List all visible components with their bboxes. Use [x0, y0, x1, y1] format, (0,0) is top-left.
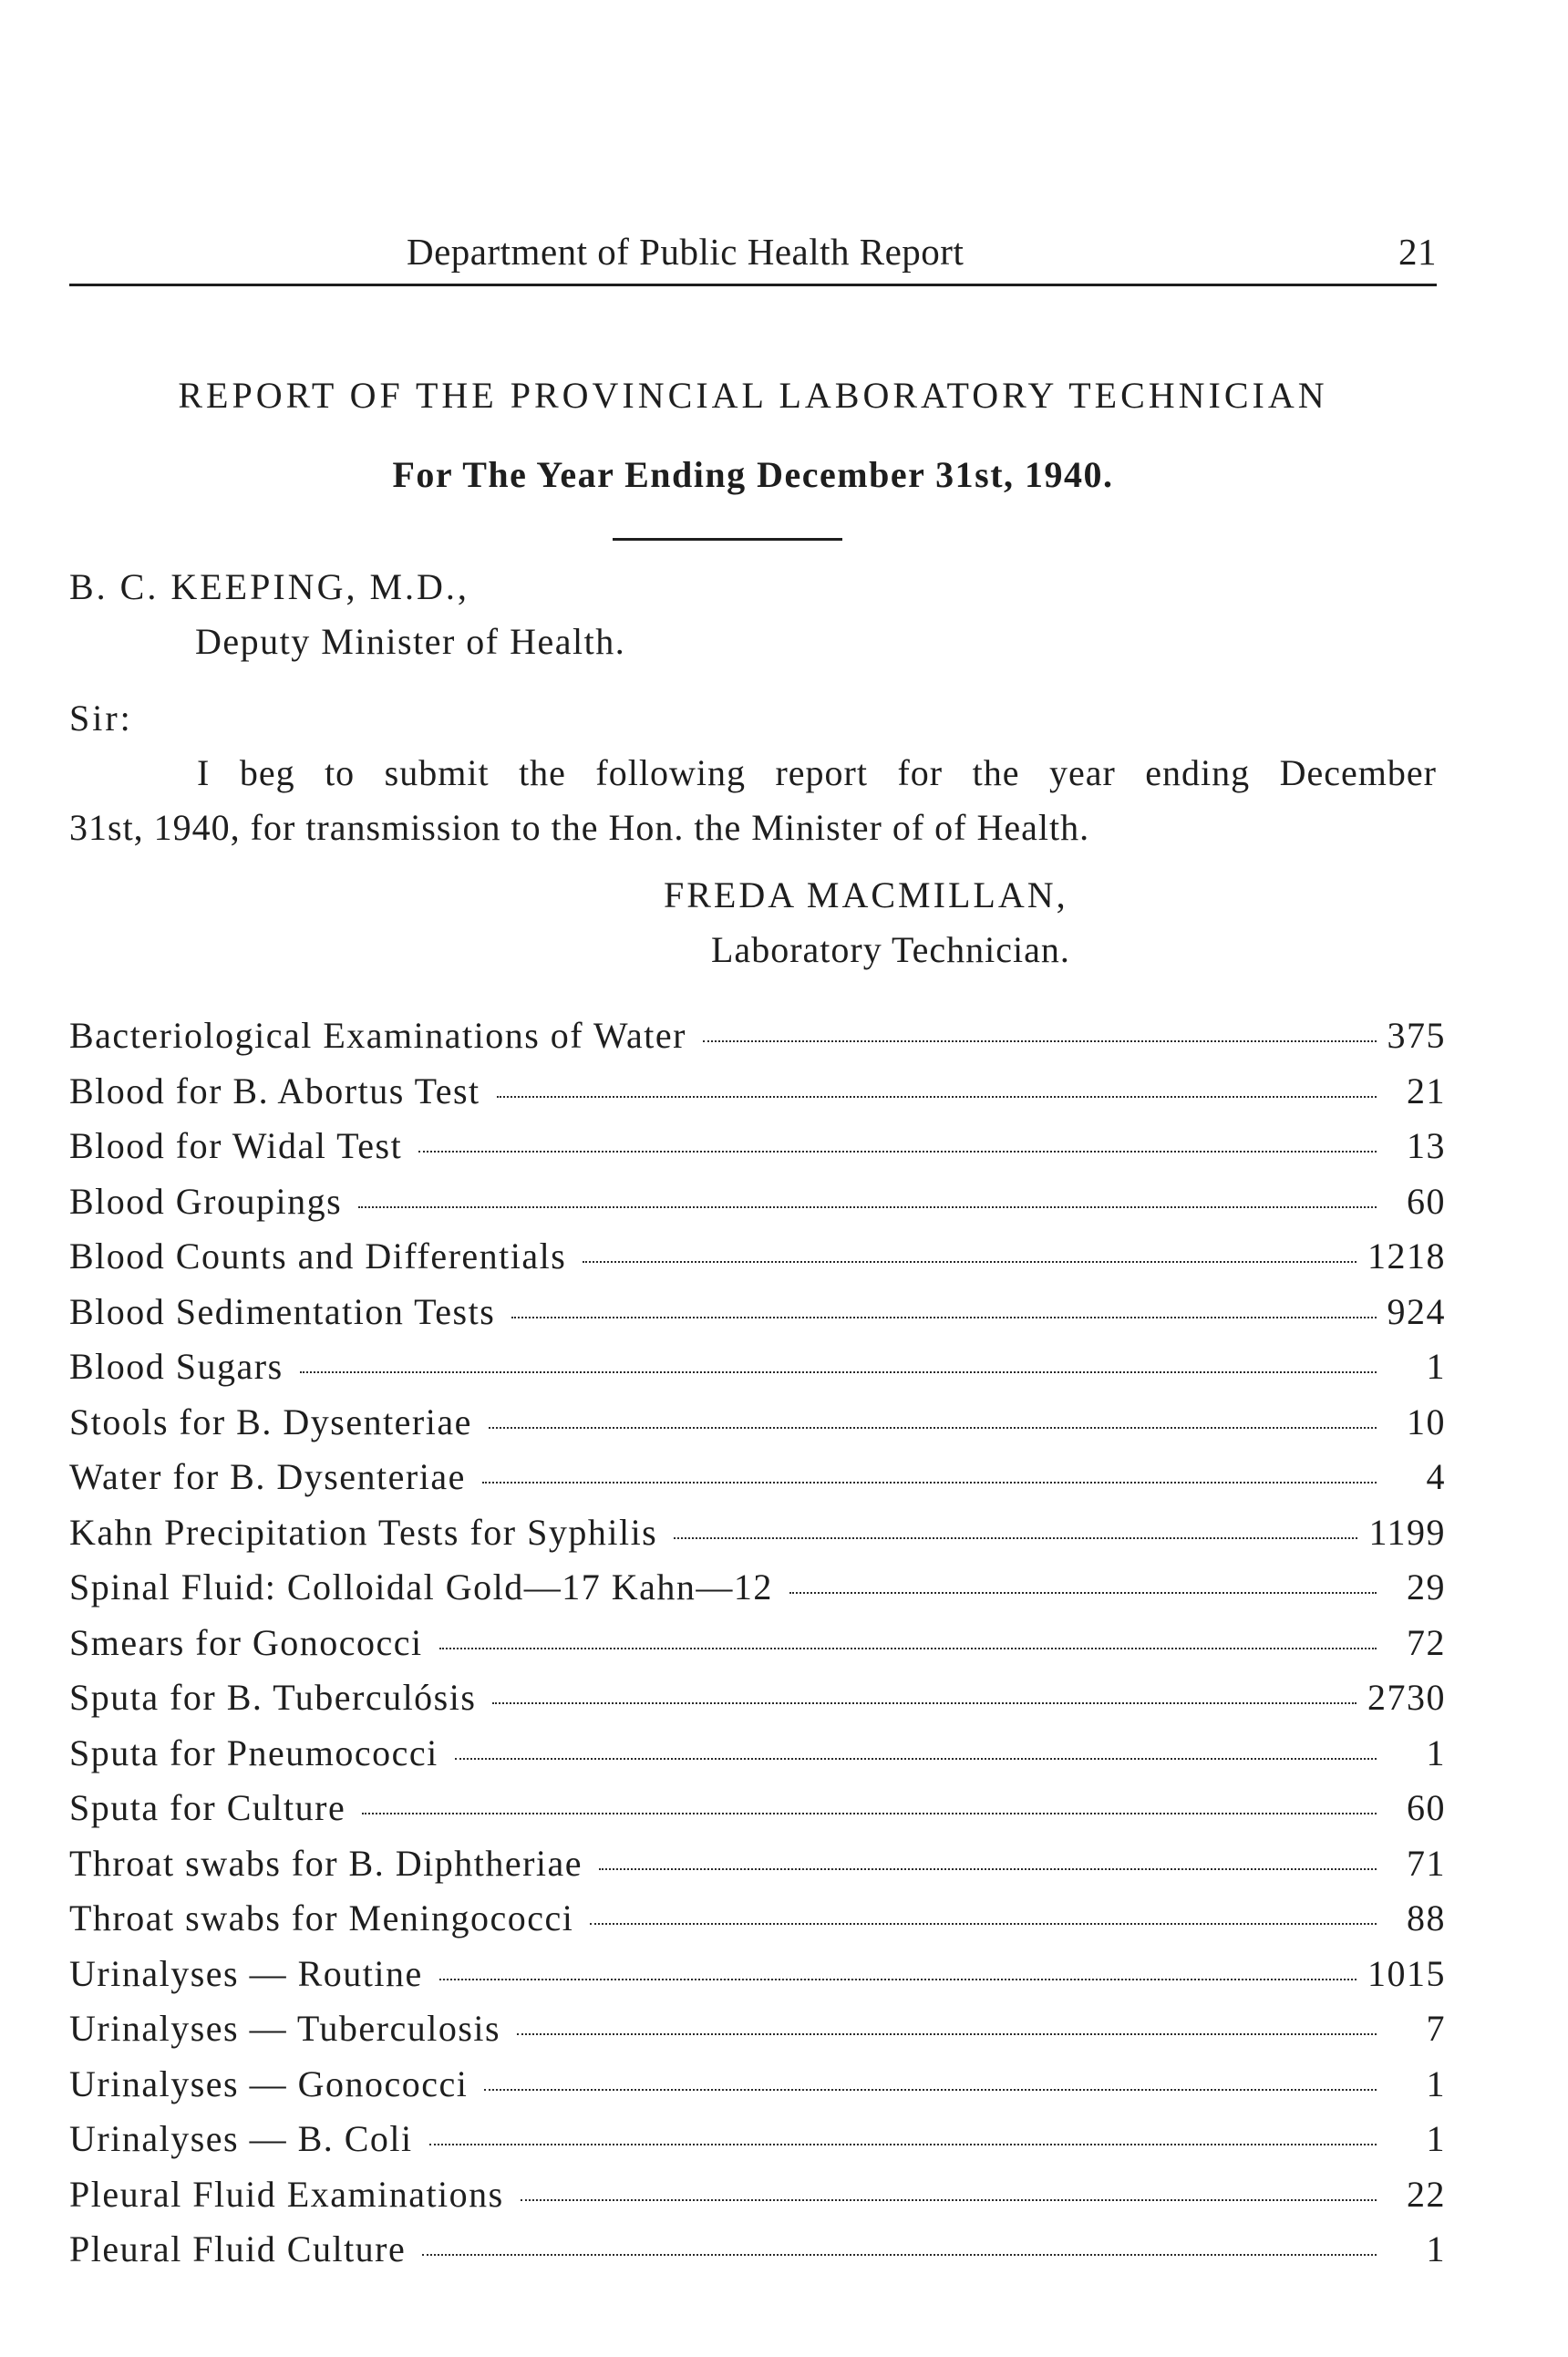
- list-item: [69, 2173, 1446, 2228]
- exam-count: 1: [1426, 1346, 1446, 1387]
- signer-name: FREDA MACMILLAN,: [664, 874, 1068, 915]
- exam-label: Stools for B. Dysenteriae: [69, 1401, 472, 1442]
- exam-count: 22: [1407, 2173, 1446, 2215]
- dot-leader: [590, 1923, 1377, 1925]
- exam-label: Blood for Widal Test: [69, 1125, 403, 1166]
- page-number: 21: [1398, 231, 1437, 273]
- exam-label: Pleural Fluid Culture: [69, 2228, 407, 2269]
- exam-label: Spinal Fluid: Colloidal Gold—17 Kahn—12: [69, 1566, 773, 1608]
- exam-count: 13: [1407, 1125, 1446, 1166]
- list-item: [69, 1897, 1446, 1952]
- report-subtitle: For The Year Ending December 31st, 1940.: [392, 454, 1114, 495]
- dot-leader: [429, 2144, 1377, 2145]
- body-line-2: 31st, 1940, for transmission to the Hon. the Minister of of Health.: [69, 807, 1090, 848]
- exam-label: Urinalyses — Routine: [69, 1952, 423, 1994]
- list-item: [69, 1401, 1446, 1456]
- salutation: Sir:: [69, 698, 133, 739]
- addressee-name: B. C. KEEPING, M.D.,: [69, 566, 469, 607]
- dot-leader: [300, 1371, 1377, 1373]
- dot-leader: [517, 2033, 1377, 2035]
- dot-leader: [497, 1096, 1377, 1098]
- exam-label: Smears for Gonococci: [69, 1621, 423, 1663]
- exam-count: 1: [1426, 2062, 1446, 2104]
- exam-count: 7: [1426, 2008, 1446, 2049]
- exam-count: 2730: [1367, 1677, 1446, 1718]
- dot-leader: [455, 1758, 1377, 1760]
- list-item: [69, 1566, 1446, 1621]
- dot-leader: [583, 1261, 1357, 1263]
- list-item: [69, 2117, 1446, 2173]
- exam-count: 21: [1407, 1070, 1446, 1111]
- exam-label: Blood for B. Abortus Test: [69, 1070, 480, 1111]
- dot-leader: [439, 1979, 1357, 1980]
- list-item: [69, 1235, 1446, 1290]
- dot-leader: [703, 1040, 1377, 1042]
- dot-leader: [484, 2089, 1377, 2091]
- dot-leader: [362, 1813, 1377, 1814]
- exam-label: Blood Groupings: [69, 1180, 343, 1222]
- body-line-1: I beg to submit the following report for the year ending December: [197, 752, 1437, 793]
- list-item: [69, 1455, 1446, 1511]
- list-item: [69, 1511, 1446, 1566]
- list-item: [69, 1345, 1446, 1401]
- list-item: [69, 1732, 1446, 1787]
- running-head: [69, 226, 1437, 281]
- exam-count: 1: [1426, 2118, 1446, 2159]
- dot-leader: [358, 1206, 1377, 1208]
- exam-label: Water for B. Dysenteriae: [69, 1456, 466, 1497]
- list-item: [69, 1786, 1446, 1842]
- dot-leader: [599, 1868, 1377, 1870]
- dot-leader: [489, 1427, 1377, 1429]
- list-item: [69, 2062, 1446, 2118]
- exam-count: 1: [1426, 2228, 1446, 2269]
- signer-title: Laboratory Technician.: [711, 929, 1070, 970]
- exam-count: 375: [1387, 1015, 1446, 1056]
- exam-label: Urinalyses — B. Coli: [69, 2118, 413, 2159]
- exam-label: Urinalyses — Gonococci: [69, 2062, 469, 2104]
- list-item: [69, 1290, 1446, 1346]
- report-title: REPORT OF THE PROVINCIAL LABORATORY TECHNICIAN: [178, 375, 1328, 416]
- exam-count: 1: [1426, 1732, 1446, 1773]
- running-head-title: Department of Public Health Report: [407, 231, 965, 273]
- exam-label: Kahn Precipitation Tests for Syphilis: [69, 1511, 658, 1553]
- list-item: [69, 2007, 1446, 2062]
- exam-label: Blood Sugars: [69, 1346, 284, 1387]
- exam-label: Sputa for B. Tuberculósis: [69, 1677, 477, 1718]
- exam-count: 1218: [1367, 1235, 1446, 1277]
- exam-count: 88: [1407, 1897, 1446, 1938]
- dot-leader: [511, 1317, 1376, 1318]
- list-item: [69, 1621, 1446, 1677]
- exam-label: Sputa for Culture: [69, 1787, 346, 1828]
- exam-count: 10: [1407, 1401, 1446, 1442]
- exam-count: 60: [1407, 1180, 1446, 1222]
- list-item: [69, 1014, 1446, 1070]
- dot-leader: [422, 2254, 1377, 2256]
- header-rule: [69, 284, 1437, 286]
- list-item: [69, 1952, 1446, 2008]
- dot-leader: [482, 1482, 1377, 1483]
- list-item: [69, 2228, 1446, 2283]
- exam-count: 4: [1426, 1456, 1446, 1497]
- exam-label: Blood Sedimentation Tests: [69, 1290, 496, 1332]
- section-divider: [613, 538, 842, 541]
- list-item: [69, 1124, 1446, 1180]
- dot-leader: [521, 2199, 1377, 2201]
- exam-label: Bacteriological Examinations of Water: [69, 1015, 686, 1056]
- addressee-title: Deputy Minister of Health.: [195, 621, 626, 662]
- exam-count: 1015: [1367, 1952, 1446, 1994]
- dot-leader: [418, 1151, 1377, 1153]
- dot-leader: [492, 1702, 1357, 1704]
- dot-leader: [789, 1592, 1377, 1594]
- exam-count: 60: [1407, 1787, 1446, 1828]
- exam-count: 1199: [1368, 1511, 1446, 1553]
- dot-leader: [674, 1537, 1357, 1539]
- exam-label: Throat swabs for B. Diphtheriae: [69, 1842, 583, 1884]
- exam-count: 29: [1407, 1566, 1446, 1608]
- exam-label: Blood Counts and Differentials: [69, 1235, 567, 1277]
- exam-count: 72: [1407, 1621, 1446, 1663]
- list-item: [69, 1842, 1446, 1897]
- list-item: [69, 1676, 1446, 1732]
- examination-list: [69, 1014, 1446, 2283]
- list-item: [69, 1180, 1446, 1235]
- exam-label: Sputa for Pneumococci: [69, 1732, 438, 1773]
- list-item: [69, 1070, 1446, 1125]
- exam-count: 71: [1407, 1842, 1446, 1884]
- exam-label: Urinalyses — Tuberculosis: [69, 2008, 501, 2049]
- dot-leader: [439, 1648, 1377, 1649]
- exam-label: Throat swabs for Meningococci: [69, 1897, 574, 1938]
- body-paragraph: [69, 746, 1437, 855]
- exam-label: Pleural Fluid Examinations: [69, 2173, 504, 2215]
- exam-count: 924: [1387, 1290, 1446, 1332]
